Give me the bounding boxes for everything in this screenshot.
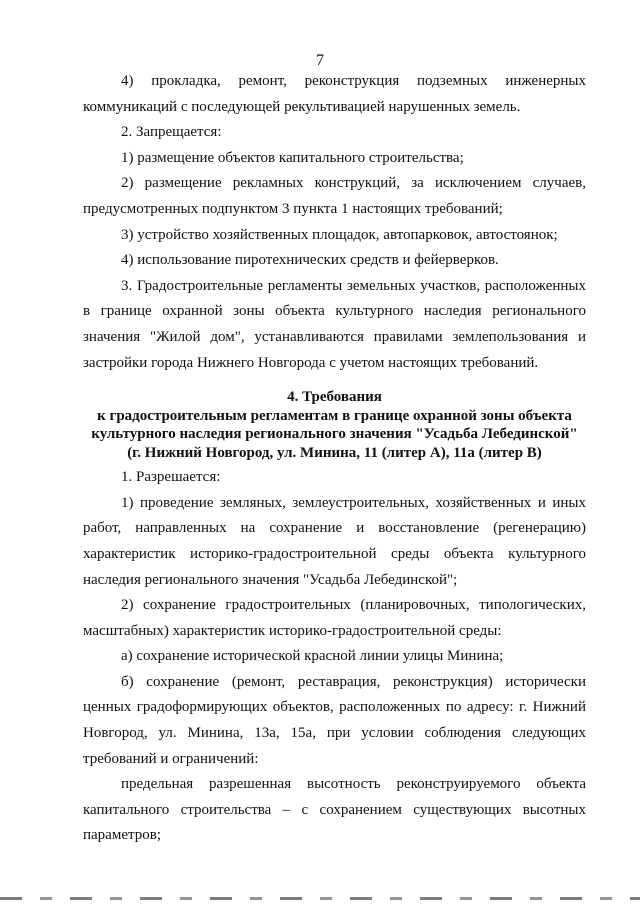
paragraph: 1. Разрешается: — [121, 469, 221, 486]
heading-line: (г. Нижний Новгород, ул. Минина, 11 (литер А), 11а (литер В) — [127, 444, 542, 461]
heading-line: к градостроительным регламентам в границе охранной зоны объекта — [97, 407, 572, 424]
document-body — [83, 69, 586, 849]
scan-edge-artifact — [0, 897, 640, 900]
paragraph: 3. Градостроительные регламенты земельных участков, расположенных в границе охранной зоны объекта культурного наследия регионального значения "Жилой дом", устанавливаются правилами землепользования и застройки города Нижнего Новгорода с учетом настоящих требований. — [83, 277, 586, 371]
paragraph: 4) использование пиротехнических средств и фейерверков. — [121, 252, 499, 269]
heading-line: культурного наследия регионального значения "Усадьба Лебединской" — [91, 426, 578, 443]
paragraph: 1) проведение земляных, землеустроительных, хозяйственных и иных работ, направленных на сохранение и восстановление (регенерацию) характеристик историко-градостроительной среды объекта культурного наследия регионального значения "Усадьба Лебединской"; — [83, 494, 586, 588]
paragraph: 3) устройство хозяйственных площадок, автопарковок, автостоянок; — [121, 226, 558, 243]
paragraph: б) сохранение (ремонт, реставрация, реконструкция) исторически ценных градоформирующих объектов, расположенных по адресу: г. Нижний Новгород, ул. Минина, 13а, 15а, при условии соблюдения следующих требований и ограничений: — [83, 673, 586, 767]
paragraph: 4) прокладка, ремонт, реконструкция подземных инженерных коммуникаций с последующей рекультивацией нарушенных земель. — [83, 73, 586, 115]
paragraph: 2) сохранение градостроительных (планировочных, типологических, масштабных) характеристик историко-градостроительной среды: — [83, 597, 586, 639]
paragraph: 2. Запрещается: — [121, 124, 222, 141]
section-heading — [83, 388, 586, 462]
page-number: 7 — [316, 52, 324, 69]
paragraph: 2) размещение рекламных конструкций, за исключением случаев, предусмотренных подпунктом 3 пункта 1 настоящих требований; — [83, 175, 586, 217]
paragraph: предельная разрешенная высотность реконструируемого объекта капитального строительства – с сохранением существующих высотных параметров; — [83, 776, 586, 844]
heading-line: 4. Требования — [287, 389, 382, 406]
paragraph: а) сохранение исторической красной линии улицы Минина; — [121, 648, 504, 665]
paragraph: 1) размещение объектов капитального строительства; — [121, 149, 464, 166]
